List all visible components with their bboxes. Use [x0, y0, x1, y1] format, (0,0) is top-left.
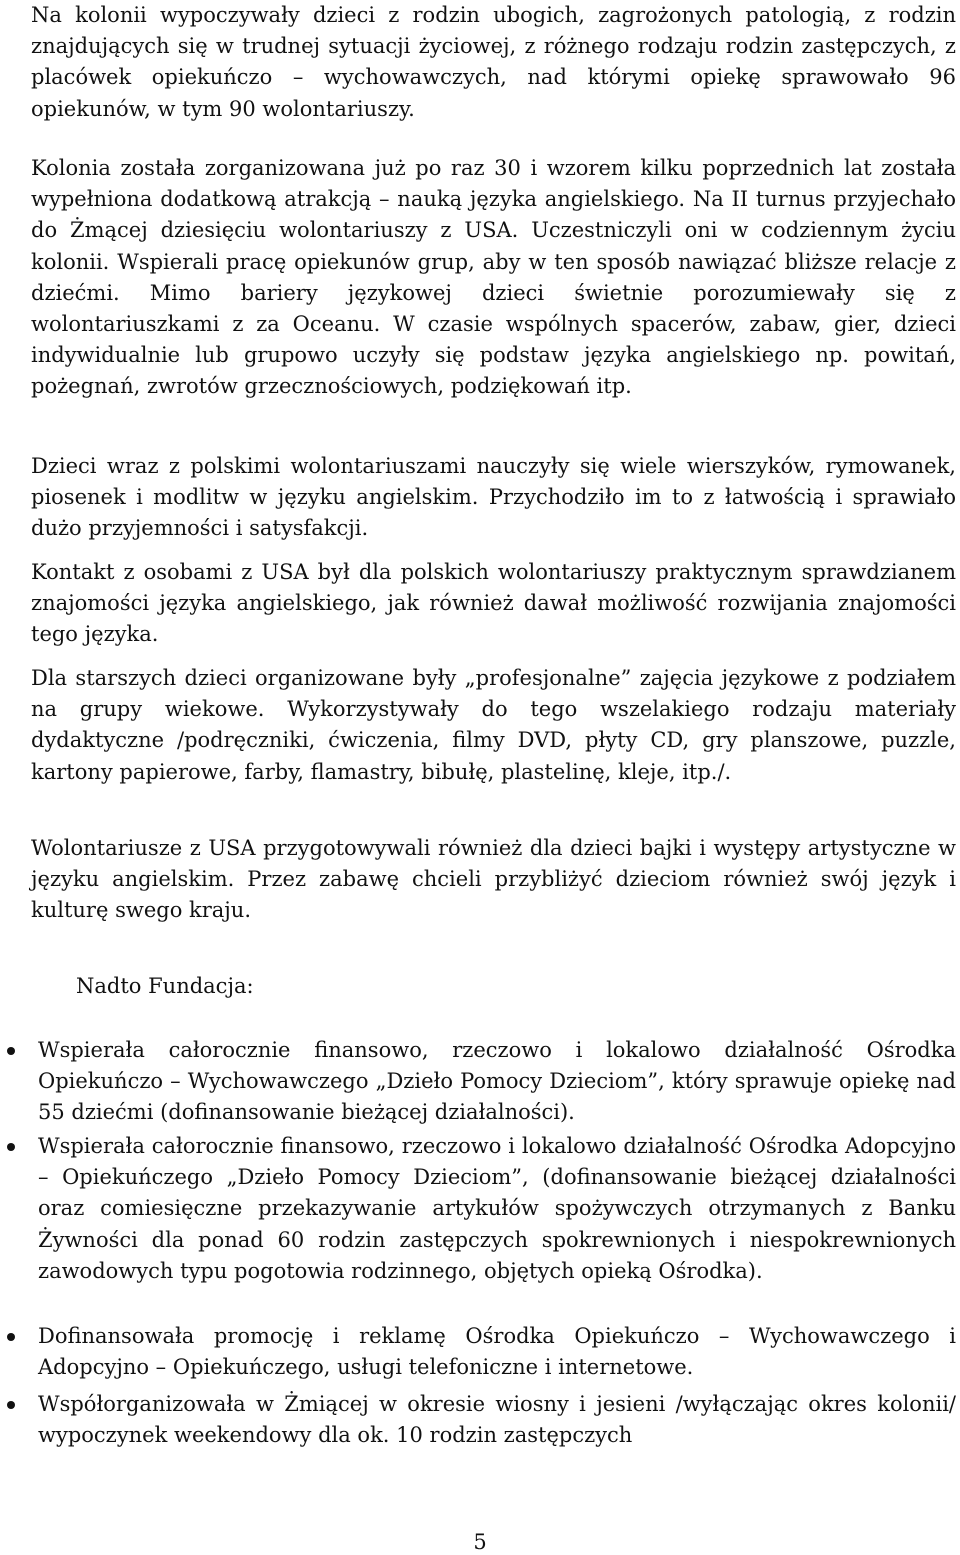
- paragraph-colony-participants: Na kolonii wypoczywały dzieci z rodzin ubogich, zagrożonych patologią, z rodzin znajdujących się w trudnej sytuacji życiowej, z różnego rodzaju rodzin zastępczych, z placówek opiekuńczo – wychowawczych, nad którymi opiekę sprawowało 96 opiekunów, w tym 90 wolontariuszy.: [31, 3, 956, 121]
- list-item-text: Wspierała całorocznie finansowo, rzeczowo i lokalowo działalność Ośrodka Adopcyjno – Opiekuńczego „Dzieło Pomocy Dzieciom”, (dofinansowanie bieżącej działalności oraz comiesięczne przekazywanie artykułów spożywczych otrzymanych z Banku Żywności dla ponad 60 rodzin zastępczych spokrewnionych i niespokrewnionych zawodowych typu pogotowia rodzinnego, objętych opieką Ośrodka).: [38, 1134, 956, 1283]
- bullet-icon: [7, 1143, 15, 1151]
- list-item: [31, 1035, 956, 1129]
- paragraph-contact-usa: Kontakt z osobami z USA był dla polskich wolontariuszy praktycznym sprawdzianem znajomości języka angielskiego, jak również dawał możliwość rozwijania znajomości tego języka.: [31, 560, 956, 647]
- foundation-lead-text: Nadto Fundacja:: [76, 974, 254, 998]
- list-item-text: Współorganizowała w Żmiącej w okresie wiosny i jesieni /wyłączając okres kolonii/ wypoczynek weekendowy dla ok. 10 rodzin zastępczych: [38, 1392, 956, 1448]
- page-number: 5: [473, 1530, 487, 1554]
- list-item-text: Dofinansowała promocję i reklamę Ośrodka Opiekuńczo – Wychowawczego i Adopcyjno – Opiekuńczego, usługi telefoniczne i internetowe.: [38, 1324, 956, 1380]
- paragraph-language-classes: Dla starszych dzieci organizowane były „profesjonalne” zajęcia językowe z podziałem na grupy wiekowe. Wykorzystywały do tego wszelakiego rodzaju materiały dydaktyczne /podręczniki, ćwiczenia, filmy DVD, płyty CD, gry planszowe, puzzle, kartony papierowe, farby, flamastry, bibułę, plastelinę, kleje, itp./.: [31, 666, 956, 784]
- bullet-icon: [7, 1047, 15, 1055]
- paragraph-poems-songs: Dzieci wraz z polskimi wolontariuszami nauczyły się wiele wierszyków, rymowanek, piosenek i modlitw w języku angielskim. Przychodziło im to z łatwością i sprawiało dużo przyjemności i satysfakcji.: [31, 454, 956, 541]
- list-item-text: Wspierała całorocznie finansowo, rzeczowo i lokalowo działalność Ośrodka Opiekuńczo – Wychowawczego „Dzieło Pomocy Dzieciom”, który sprawuje opiekę nad 55 dziećmi (dofinansowanie bieżącej działalności).: [38, 1038, 956, 1125]
- bullet-icon: [7, 1333, 15, 1341]
- list-item: [31, 1321, 956, 1383]
- bullet-icon: [7, 1401, 15, 1409]
- list-item: [31, 1131, 956, 1287]
- list-item: [31, 1389, 956, 1451]
- paragraph-performances: Wolontariusze z USA przygotowywali również dla dzieci bajki i występy artystyczne w języku angielskim. Przez zabawę chcieli przybliżyć dzieciom również swój język i kulturę swego kraju.: [31, 836, 956, 923]
- paragraph-english-lessons: Kolonia została zorganizowana już po raz 30 i wzorem kilku poprzednich lat została wypełniona dodatkową atrakcją – nauką języka angielskiego. Na II turnus przyjechało do Żmącej dziesięciu wolontariuszy z USA. Uczestniczyli oni w codziennym życiu kolonii. Wspierali pracę opiekunów grup, aby w ten sposób nawiązać bliższe relacje z dziećmi. Mimo bariery językowej dzieci świetnie porozumiewały się z wolontariuszkami z za Oceanu. W czasie wspólnych spacerów, zabaw, gier, dzieci indywidualnie lub grupowo uczyły się podstaw języka angielskiego np. powitań, pożegnań, zwrotów grzecznościowych, podziękowań itp.: [31, 156, 956, 399]
